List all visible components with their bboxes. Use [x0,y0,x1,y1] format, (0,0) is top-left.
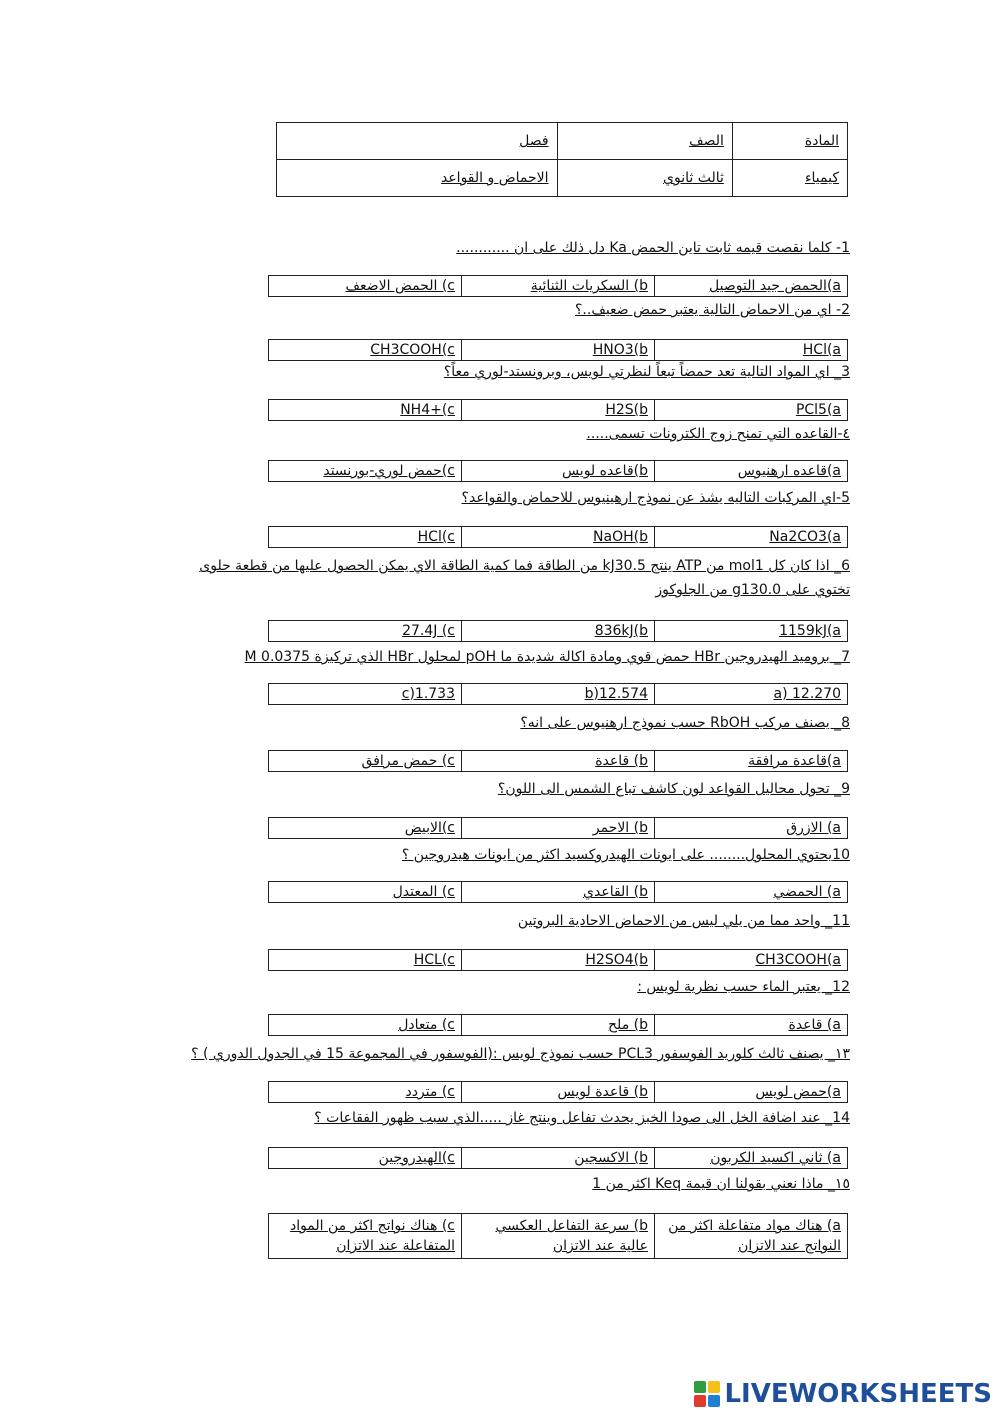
answer-option-label: CH3COOH(a [755,952,841,968]
answer-option-a[interactable] [655,1214,848,1259]
answer-option-label: PCl5(a [795,402,841,418]
answer-option-label: 1159kJ(a [779,623,841,639]
question-text: 10يحتوي المحلول........ على ايونات الهيدروكسيد اكثر من ايونات هيدروجين ؟ [401,847,850,863]
answer-option-label: 836kJ(b [594,623,648,639]
question-text: 6_ اذا كان كل mol1 من ATP ينتج kJ30.5 من الطاقة فما كمية الطاقة الاي يمكن الحصول عليها من قطعة حلوى تختوي على g130.0 من الجلوكوز [199,558,850,598]
answer-option-label: b) قاعدة لويس [557,1084,648,1100]
header-cell-chapter-value: الاحماض و القواعد [277,160,558,197]
answer-option-a[interactable] [655,684,848,705]
answer-option-b[interactable] [462,751,655,772]
answer-option-label: HCl(a [802,342,841,358]
answer-option-label: c)حمض لوري-بورنستد [323,463,455,479]
logo-text: LIVEWORKSHEETS [724,1379,992,1409]
header-cell-chapter-label: فصل [277,123,558,160]
answer-option-label: b) الاكسجين [574,1150,648,1166]
options-row [268,750,848,772]
answer-option-b[interactable] [462,621,655,642]
answer-option-b[interactable] [462,1015,655,1036]
answer-option-c[interactable] [269,340,462,361]
logo-square-yellow [708,1381,720,1393]
question-text: 12_ يعتبر الماء حسب نظرية لويس : [637,979,850,995]
answer-option-b[interactable] [462,1214,655,1259]
answer-option-c[interactable] [269,276,462,297]
answer-option-label: a)الحمض جيد التوصيل [709,278,841,294]
answer-option-b[interactable] [462,340,655,361]
answer-option-label: a)قاعدة مرافقة [748,753,841,769]
answer-option-label: b) الاحمر [592,820,648,836]
answer-option-a[interactable] [655,818,848,839]
liveworksheets-logo [694,1378,992,1410]
answer-option-label: a) الحمضي [773,884,841,900]
question-text: ١٥_ ماذا نعني بقولنا ان قيمة Keq اكثر من 1 [592,1176,850,1192]
answer-option-a[interactable] [655,1082,848,1103]
answer-option-label: Na2CO3(a [769,529,841,545]
answer-option-label: c) المعتدل [392,884,455,900]
question-text: ١٣_ يصنف ثالث كلوريد الفوسفور PCL3 حسب نموذج لويس :(الفوسفور في المجموعة 15 في الجدول الدوري ) ؟ [191,1046,850,1062]
answer-option-a[interactable] [655,400,848,421]
answer-option-label: b) قاعدة [595,753,648,769]
answer-option-b[interactable] [462,1148,655,1169]
answer-option-a[interactable] [655,1148,848,1169]
answer-option-c[interactable] [269,1082,462,1103]
options-row [268,683,848,705]
options-row [268,881,848,903]
answer-option-b[interactable] [462,527,655,548]
options-row [268,339,848,361]
header-cell-grade-label: الصف [557,123,732,160]
answer-option-a[interactable] [655,1015,848,1036]
answer-option-a[interactable] [655,751,848,772]
answer-option-c[interactable] [269,461,462,482]
answer-option-c[interactable] [269,1148,462,1169]
answer-option-a[interactable] [655,621,848,642]
answer-option-c[interactable] [269,751,462,772]
logo-square-green [694,1381,706,1393]
answer-option-label: c) الحمض الاضعف [345,278,455,294]
answer-option-b[interactable] [462,818,655,839]
answer-option-a[interactable] [655,950,848,971]
answer-option-label: b) سرعة التفاعل العكسي عالية عند الاتزان [495,1218,648,1254]
answer-option-b[interactable] [462,400,655,421]
answer-option-label: HCl(c [417,529,455,545]
answer-option-label: b)قاعده لويس [561,463,648,479]
header-table [276,122,848,197]
answer-option-label: c) هناك نواتج اكثر من المواد المتفاعلة عند الاتزان [289,1218,455,1254]
question-text: 2- اي من الاحماض التالية يعتبر حمض ضعيف..؟ [575,302,850,318]
options-row [268,1014,848,1036]
logo-square-blue [708,1395,720,1407]
answer-option-label: c)الابيض [404,820,455,836]
answer-option-b[interactable] [462,1082,655,1103]
options-row [268,399,848,421]
answer-option-label: HNO3(b [592,342,648,358]
header-cell-grade-value: ثالث ثانوي [557,160,732,197]
question-text: 14_ عند اضافة الخل الى صودا الخبز يحدث تفاعل وينتج غاز .....الذي سبب ظهور الفقاعات ؟ [314,1110,850,1126]
header-cell-subject-value: كيمياء [732,160,847,197]
answer-option-label: H2SO4(b [585,952,648,968]
answer-option-label: a) هناك مواد متفاعلة اكثر من النواتج عند الاتزان [668,1218,841,1254]
options-row [268,817,848,839]
answer-option-a[interactable] [655,340,848,361]
answer-option-label: c) متعادل [398,1017,455,1033]
answer-option-b[interactable] [462,461,655,482]
answer-option-c[interactable] [269,818,462,839]
answer-option-label: HCL(c [413,952,455,968]
answer-option-b[interactable] [462,684,655,705]
answer-option-label: H2S(b [605,402,648,418]
answer-option-label: b) ملح [608,1017,648,1033]
question-text: 1- كلما نقصت قيمه ثابت تاين الحمض Ka دل ذلك على ان ............ [456,240,850,256]
answer-option-label: a) الازرق [786,820,841,836]
answer-option-label: CH3COOH(c [370,342,455,358]
options-row [268,949,848,971]
answer-option-c[interactable] [269,621,462,642]
answer-option-a[interactable] [655,276,848,297]
answer-option-c[interactable] [269,1214,462,1259]
answer-option-label: c) حمض مرافق [361,753,455,769]
options-row [268,1213,848,1259]
answer-option-label: NaOH(b [593,529,648,545]
header-cell-subject-label: المادة [732,123,847,160]
answer-option-a[interactable] [655,882,848,903]
answer-option-label: a) ثاني اكسيد الكربون [710,1150,841,1166]
answer-option-label: a)حمض لويس [755,1084,841,1100]
answer-option-b[interactable] [462,950,655,971]
options-row [268,460,848,482]
answer-option-label: a)قاعده ارهنيوس [737,463,841,479]
options-row [268,1147,848,1169]
answer-option-label: 12.574(b [584,686,648,702]
question-text: 9_ تحول محاليل القواعد لون كاشف تباع الشمس الى اللون؟ [497,781,850,797]
answer-option-c[interactable] [269,882,462,903]
answer-option-c[interactable] [269,1015,462,1036]
question-text: 11_ واحد مما من يلي ليس من الاحماض الاحادية البروتين [517,913,850,929]
answer-option-c[interactable] [269,950,462,971]
question-text: 5-اي المركبات التاليه يشذ عن نموذج ارهينيوس للاحماض والقواعد؟ [461,490,850,506]
options-row [268,526,848,548]
question-text: 3_ اي المواد التالية تعد حمضاً تبعاً لنظرتي لويس، وبرونستد-لوري معاً؟ [443,364,850,380]
answer-option-label: a) قاعدة [788,1017,841,1033]
answer-option-a[interactable] [655,527,848,548]
answer-option-label: 27.4J (c [402,623,455,639]
answer-option-label: b) السكريات الثنائية [530,278,648,294]
answer-option-label: c)الهيدروجين [378,1150,455,1166]
logo-mark-icon [694,1381,720,1407]
logo-square-red [694,1395,706,1407]
answer-option-b[interactable] [462,276,655,297]
answer-option-a[interactable] [655,461,848,482]
question-text: 8_ يصنف مركب RbOH حسب نموذج ارهنيوس على انه؟ [520,715,850,731]
options-row [268,1081,848,1103]
question-text: 7_ بروميد الهيدروجين HBr حمض قوي ومادة اكالة شديدة ما pOH لمحلول HBr الذي تركيزة M 0.0375 [244,649,850,665]
options-row [268,275,848,297]
question-text: ٤-القاعده التي تمنح زوج الكترونات تسمى..... [586,426,850,442]
answer-option-label: b) القاعدي [583,884,648,900]
answer-option-label: c) متردد [405,1084,455,1100]
answer-option-c[interactable] [269,527,462,548]
answer-option-label: 12.270 (a [773,686,841,702]
options-row [268,620,848,642]
answer-option-label: NH4+(c [400,402,455,418]
answer-option-label: 1.733(c [401,686,455,702]
answer-option-b[interactable] [462,882,655,903]
answer-option-c[interactable] [269,684,462,705]
answer-option-c[interactable] [269,400,462,421]
